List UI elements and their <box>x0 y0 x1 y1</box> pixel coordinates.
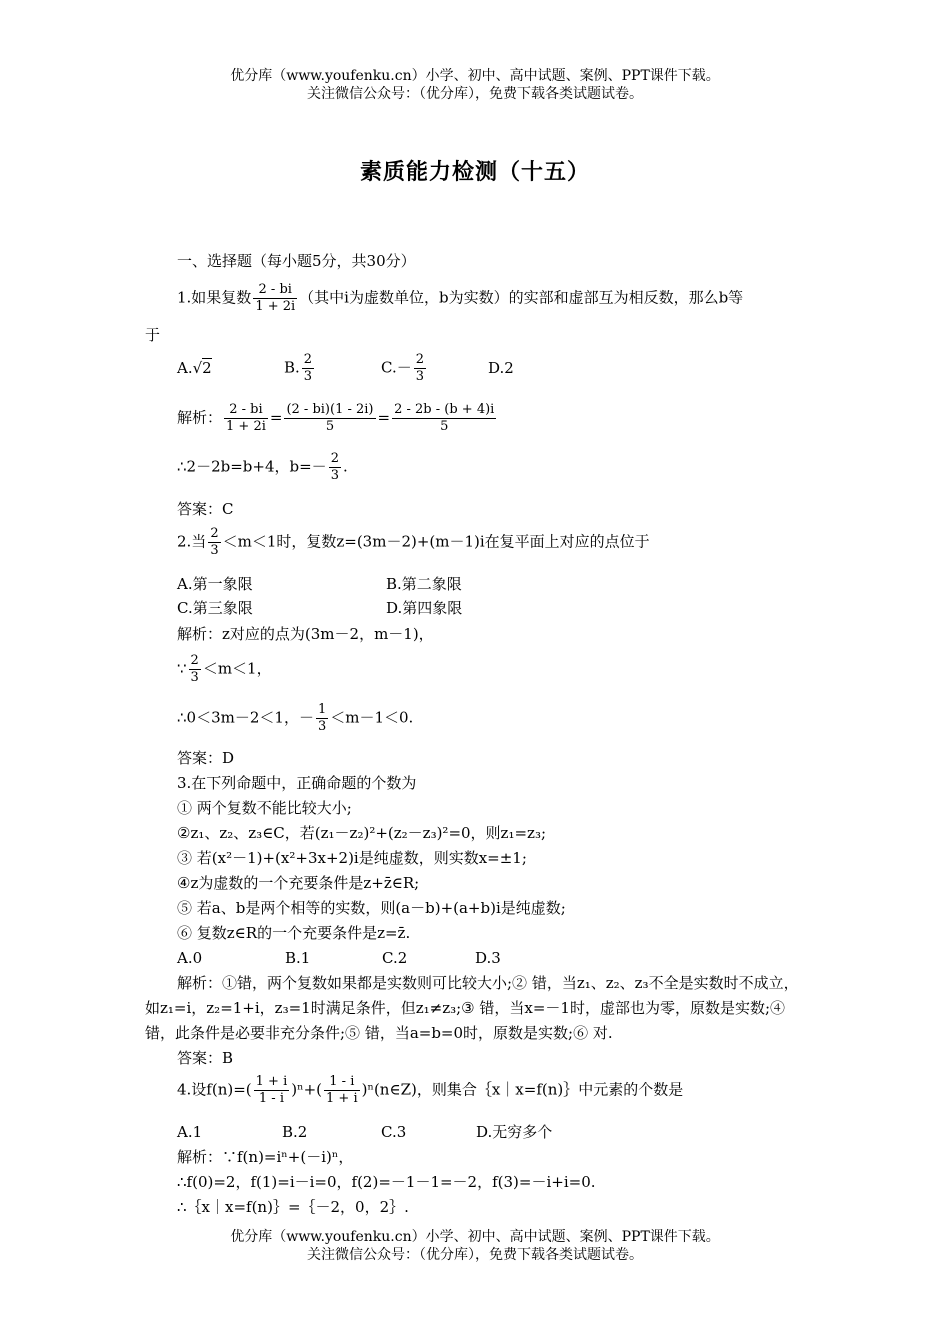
q3-statement-6: ⑥ 复数z∈R的一个充要条件是z=z̄. <box>177 924 411 942</box>
q3-statement-4: ④z为虚数的一个充要条件是z+z̄∈R; <box>177 874 420 892</box>
q1-fraction <box>253 282 297 315</box>
q4-options <box>177 1123 552 1141</box>
q4-option-b: B.2 <box>282 1123 308 1141</box>
q2-option-c: C.第三象限 <box>177 599 253 617</box>
q2-stem: 2.当 $\frac{2}{3}$ ＜m＜1时，复数z=(3m－2)+(m－1)i在复平面上对应的点位于 <box>177 526 650 558</box>
q2-solution-2: ∵ $\frac{2}{3}$ ＜m＜1， <box>177 653 272 685</box>
q1-sol-frac-1: $\frac{2 - bi}{1 + 2i}$ <box>226 402 266 434</box>
q1-options <box>177 352 514 385</box>
q3-statement-1: ① 两个复数不能比较大小; <box>177 799 352 817</box>
q3-answer: 答案：B <box>177 1049 234 1067</box>
q4-option-d: D.无穷多个 <box>476 1123 553 1141</box>
q1-option-c: C.－ $\frac{2}{3}$ <box>381 352 424 384</box>
header-line-2: 关注微信公众号：（优分库），免费下载各类试题试卷。 <box>307 86 643 102</box>
q1-option-a: A.√2 <box>177 358 212 377</box>
footer-line-2: 关注微信公众号：（优分库），免费下载各类试题试卷。 <box>307 1247 643 1263</box>
q1-stem <box>177 282 743 315</box>
q1-solution: 解析： $\frac{2 - bi}{1 + 2i}$ = $\frac{(2 - bi)(1 - 2i)}{5}$ = $\frac{2 - 2b - (b + 4)i}{5}$ <box>177 402 495 434</box>
q2-options-row-2 <box>177 599 462 617</box>
q2-option-a: A.第一象限 <box>177 575 253 593</box>
q1-suffix: （其中i为虚数单位，b为实数）的实部和虚部互为相反数，那么b等 <box>299 288 744 307</box>
q3-option-d: D.3 <box>475 949 501 967</box>
q2-options-row-1 <box>177 575 462 593</box>
section-heading: 一、选择题（每小题5分，共30分） <box>177 252 416 270</box>
q3-stem: 3.在下列命题中，正确命题的个数为 <box>177 774 417 792</box>
q1-option-d: D.2 <box>488 358 514 377</box>
q1-frac-num: 2 - bi <box>253 282 297 299</box>
q1-sol-frac-3: $\frac{2 - 2b - (b + 4)i}{5}$ <box>394 402 495 434</box>
q3-option-b: B.1 <box>285 949 311 967</box>
q1-sol-frac-2: $\frac{(2 - bi)(1 - 2i)}{5}$ <box>286 402 374 434</box>
q4-option-c: C.3 <box>381 1123 407 1141</box>
q1-step: ∴2－2b=b+4，b=－ $\frac{2}{3}$ . <box>177 451 348 483</box>
page-title: 素质能力检测（十五） <box>359 160 590 185</box>
q1-frac-den: 1 + 2i <box>255 299 296 314</box>
q2-solution-1: 解析：z对应的点为(3m－2，m－1)， <box>177 625 434 643</box>
q4-option-a: A.1 <box>177 1123 203 1141</box>
footer-line-1: 优分库（www.youfenku.cn）小学、初中、高中试题、案例、PPT课件下载。 <box>230 1229 720 1245</box>
q3-statement-3: ③ 若(x²－1)+(x²+3x+2)i是纯虚数，则实数x=±1; <box>177 849 527 867</box>
sqrt-symbol: √ <box>192 358 203 377</box>
q2-answer: 答案：D <box>177 749 235 767</box>
q3-option-c: C.2 <box>382 949 408 967</box>
q1-stem-cont: 于 <box>145 326 161 344</box>
q4-solution-2: ∴f(0)=2，f(1)=i－i=0，f(2)=－1－1=－2，f(3)=－i+i=0. <box>177 1173 596 1191</box>
q4-solution-1: 解析：∵f(n)=iⁿ+(－i)ⁿ， <box>177 1148 354 1166</box>
q2-option-b: B.第二象限 <box>386 575 462 593</box>
q2-option-d: D.第四象限 <box>386 599 463 617</box>
q3-statement-5: ⑤ 若a、b是两个相等的实数，则(a－b)+(a+b)i是纯虚数; <box>177 899 566 917</box>
q1-prefix: 1.如果复数 <box>177 288 252 307</box>
q4-solution-3: ∴｛x｜x=f(n)｝=｛－2，0，2｝. <box>177 1198 409 1216</box>
q1-answer: 答案：C <box>177 500 234 518</box>
q3-options <box>177 949 501 967</box>
q2-solution-3: ∴0＜3m－2＜1，－ $\frac{1}{3}$ ＜m－1＜0. <box>177 702 414 734</box>
q4-stem: 4.设f(n)=( $\frac{1 + i}{1 - i}$ )ⁿ+( $\frac{1 - i}{1 + i}$ )ⁿ(n∈Z)，则集合｛x｜x=f(n)｝中元素的个数是 <box>177 1074 684 1106</box>
header-line-1: 优分库（www.youfenku.cn）小学、初中、高中试题、案例、PPT课件下载。 <box>230 68 720 84</box>
q3-solution: 解析：①错，两个复数如果都是实数则可比较大小;② 错，当z₁、z₂、z₃不全是实数时不成立，如z₁=i，z₂=1+i，z₃=1时满足条件，但z₁≠z₃;③ 错，当x=－1时，虚部也为零，原数是实数;④ 错，此条件是必要非充分条件;⑤ 错，当a=b=0时，原数是实数;⑥ 对. <box>145 974 799 1042</box>
q3-statement-2: ②z₁、z₂、z₃∈C，若(z₁－z₂)²+(z₂－z₃)²=0，则z₁=z₃; <box>177 824 547 842</box>
q1-option-b: B. $\frac{2}{3}$ <box>284 352 313 384</box>
q3-option-a: A.0 <box>177 949 203 967</box>
